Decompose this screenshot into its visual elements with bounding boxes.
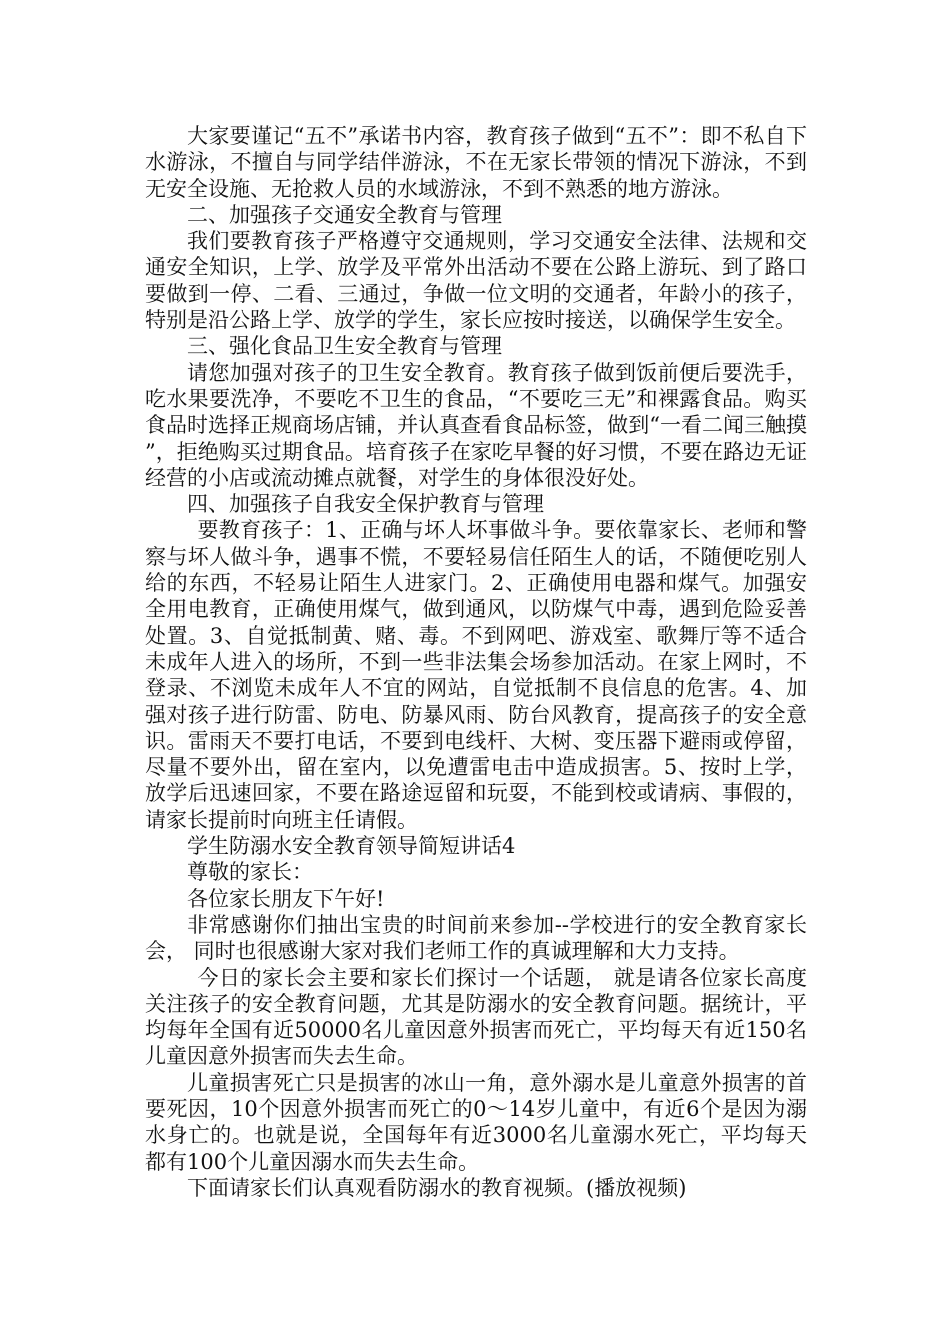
salutation: 尊敬的家长： [187,860,313,885]
document-body [145,123,807,1201]
paragraph-food-safety: 请您加强对孩子的卫生安全教育。教育孩子做到饭前便后要洗手，吃水果要洗净，不要吃不卫生的食品，“不要吃三无”和裸露食品。购买食品时选择正规商场店铺，并认真查看食品标签，做到“一看二闻三触摸”，拒绝购买过期食品。培育孩子在家吃早餐的好习惯，不要在路边无证经营的小店或流动摊点就餐，对学生的身体很没好处。 [145,360,807,490]
speech-title: 学生防溺水安全教育领导简短讲话4 [187,834,516,859]
heading-self-protection: 四、加强孩子自我安全保护教育与管理 [187,492,544,517]
paragraph-thanks: 非常感谢你们抽出宝贵的时间前来参加--学校进行的安全教育家长会， 同时也很感谢大家对我们老师工作的真诚理解和大力支持。 [145,912,807,964]
paragraph-five-no-promise: 大家要谨记“五不”承诺书内容，教育孩子做到“五不”：即不私自下水游泳，不擅自与同学结伴游泳，不在无家长带领的情况下游泳，不到无安全设施、无抢救人员的水域游泳，不到不熟悉的地方游泳。 [145,124,807,201]
paragraph-meeting-topic: 今日的家长会主要和家长们探讨一个话题， 就是请各位家长高度关注孩子的安全教育问题，尤其是防溺水的安全教育问题。据统计，平均每年全国有近50000名儿童因意外损害而死亡，平均每天有近150名儿童因意外损害而失去生命。 [145,965,807,1069]
paragraph-self-protection: 要教育孩子：1、正确与坏人坏事做斗争。要依靠家长、老师和警察与坏人做斗争，遇事不慌，不要轻易信任陌生人的话，不随便吃别人给的东西，不轻易让陌生人进家门。2、正确使用电器和煤气。加强安全用电教育，正确使用煤气，做到通风，以防煤气中毒，遇到危险妥善处置。3、自觉抵制黄、赌、毒。不到网吧、游戏室、歌舞厅等不适合未成年人进入的场所，不到一些非法集会场参加活动。在家上网时，不登录、不浏览未成年人不宜的网站，自觉抵制不良信息的危害。4、加强对孩子进行防雷、防电、防暴风雨、防台风教育，提高孩子的安全意识。雷雨天不要打电话，不要到电线杆、大树、变压器下避雨或停留，尽量不要外出，留在室内，以免遭雷电击中造成损害。5、按时上学，放学后迅速回家，不要在路途逗留和玩耍，不能到校或请病、事假的，请家长提前时向班主任请假。 [145,518,807,832]
heading-traffic-safety: 二、加强孩子交通安全教育与管理 [187,202,502,227]
paragraph-drowning-statistics: 儿童损害死亡只是损害的冰山一角，意外溺水是儿童意外损害的首要死因，10个因意外损害而死亡的0～14岁儿童中，有近6个是因为溺水身亡的。也就是说，全国每年有近3000名儿童溺水死亡，平均每天都有100个儿童因溺水而失去生命。 [145,1070,807,1174]
paragraph-traffic-safety: 我们要教育孩子严格遵守交通规则，学习交通安全法律、法规和交通安全知识，上学、放学及平常外出活动不要在公路上游玩、到了路口要做到一停、二看、三通过，争做一位文明的交通者，年龄小的孩子，特别是沿公路上学、放学的学生，家长应按时接送，以确保学生安全。 [145,229,807,333]
greeting: 各位家长朋友下午好! [187,886,385,911]
heading-food-safety: 三、强化食品卫生安全教育与管理 [187,334,502,359]
paragraph-video: 下面请家长们认真观看防溺水的教育视频。(播放视频) [187,1175,687,1200]
